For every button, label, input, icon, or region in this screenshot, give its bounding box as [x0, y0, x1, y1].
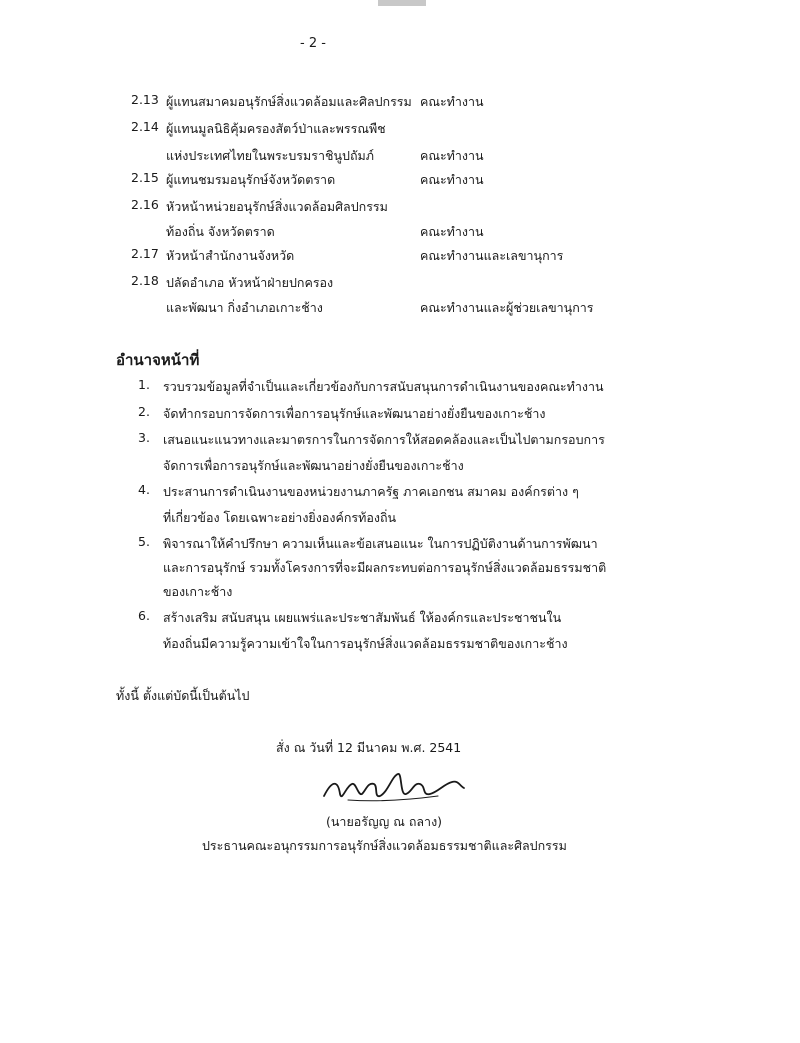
member-number: 2.16 — [131, 197, 159, 212]
duty-text: สร้างเสริม สนับสนุน เผยแพร่และประชาสัมพันธ์ ให้องค์กรและประชาชนใน — [163, 610, 562, 625]
duty-number: 3. — [138, 430, 150, 445]
duty-text: พิจารณาให้คำปรึกษา ความเห็นและข้อเสนอแนะ ในการปฏิบัติงานด้านการพัฒนา — [163, 536, 598, 551]
duty-number: 1. — [138, 377, 150, 392]
member-text: หัวหน้าหน่วยอนุรักษ์สิ่งแวดล้อมศิลปกรรม — [166, 199, 388, 214]
member-text-continued: และพัฒนา กิ่งอำเภอเกาะช้าง — [166, 300, 323, 315]
signatory-name: (นายอรัญญ ณ ถลาง) — [326, 814, 443, 829]
member-role: คณะทำงาน — [420, 172, 484, 187]
member-text: ผู้แทนชมรมอนุรักษ์จังหวัดตราด — [166, 172, 336, 187]
page-number: - 2 - — [300, 36, 326, 51]
duty-text-continued: ของเกาะช้าง — [163, 584, 233, 599]
member-number: 2.14 — [131, 119, 159, 134]
duty-text-continued: จัดการเพื่อการอนุรักษ์และพัฒนาอย่างยั่งยืนของเกาะช้าง — [163, 458, 464, 473]
duty-text: จัดทำกรอบการจัดการเพื่อการอนุรักษ์และพัฒนาอย่างยั่งยืนของเกาะช้าง — [163, 406, 546, 421]
duty-text: เสนอแนะแนวทางและมาตรการในการจัดการให้สอดคล้องและเป็นไปตามกรอบการ — [163, 432, 605, 447]
member-role: คณะทำงาน — [420, 94, 484, 109]
member-number: 2.17 — [131, 246, 159, 261]
member-number: 2.18 — [131, 273, 159, 288]
member-role: คณะทำงานและผู้ช่วยเลขานุการ — [420, 300, 594, 315]
member-number: 2.15 — [131, 170, 159, 185]
member-role: คณะทำงาน — [420, 224, 484, 239]
effective-statement: ทั้งนี้ ตั้งแต่บัดนี้เป็นต้นไป — [116, 688, 250, 703]
member-role: คณะทำงานและเลขานุการ — [420, 248, 564, 263]
duties-heading: อำนาจหน้าที่ — [116, 351, 200, 369]
signatory-title: ประธานคณะอนุกรรมการอนุรักษ์สิ่งแวดล้อมธรรมชาติและศิลปกรรม — [202, 838, 567, 853]
member-text-continued: ท้องถิ่น จังหวัดตราด — [166, 224, 275, 239]
signature — [318, 766, 468, 808]
member-number: 2.13 — [131, 92, 159, 107]
duty-text: ประสานการดำเนินงานของหน่วยงานภาครัฐ ภาคเอกชน สมาคม องค์กรต่าง ๆ — [163, 484, 579, 499]
duty-number: 5. — [138, 534, 150, 549]
duty-number: 2. — [138, 404, 150, 419]
duty-text-continued: และการอนุรักษ์ รวมทั้งโครงการที่จะมีผลกระทบต่อการอนุรักษ์สิ่งแวดล้อมธรรมชาติ — [163, 560, 607, 575]
member-text-continued: แห่งประเทศไทยในพระบรมราชินูปถัมภ์ — [166, 148, 375, 163]
member-text: หัวหน้าสำนักงานจังหวัด — [166, 248, 295, 263]
member-text: ผู้แทนสมาคมอนุรักษ์สิ่งแวดล้อมและศิลปกรรม — [166, 94, 412, 109]
member-role: คณะทำงาน — [420, 148, 484, 163]
member-text: ผู้แทนมูลนิธิคุ้มครองสัตว์ป่าและพรรณพืช — [166, 121, 386, 136]
member-text: ปลัดอำเภอ หัวหน้าฝ่ายปกครอง — [166, 275, 334, 290]
duty-number: 6. — [138, 608, 150, 623]
duty-text: รวบรวมข้อมูลที่จำเป็นและเกี่ยวข้องกับการสนับสนุนการดำเนินงานของคณะทำงาน — [163, 379, 604, 394]
order-date: สั่ง ณ วันที่ 12 มีนาคม พ.ศ. 2541 — [276, 740, 462, 755]
header-scan-mark — [378, 0, 426, 6]
duty-text-continued: ท้องถิ่นมีความรู้ความเข้าใจในการอนุรักษ์สิ่งแวดล้อมธรรมชาติของเกาะช้าง — [163, 636, 568, 651]
duty-text-continued: ที่เกี่ยวข้อง โดยเฉพาะอย่างยิ่งองค์กรท้องถิ่น — [163, 510, 397, 525]
duty-number: 4. — [138, 482, 150, 497]
